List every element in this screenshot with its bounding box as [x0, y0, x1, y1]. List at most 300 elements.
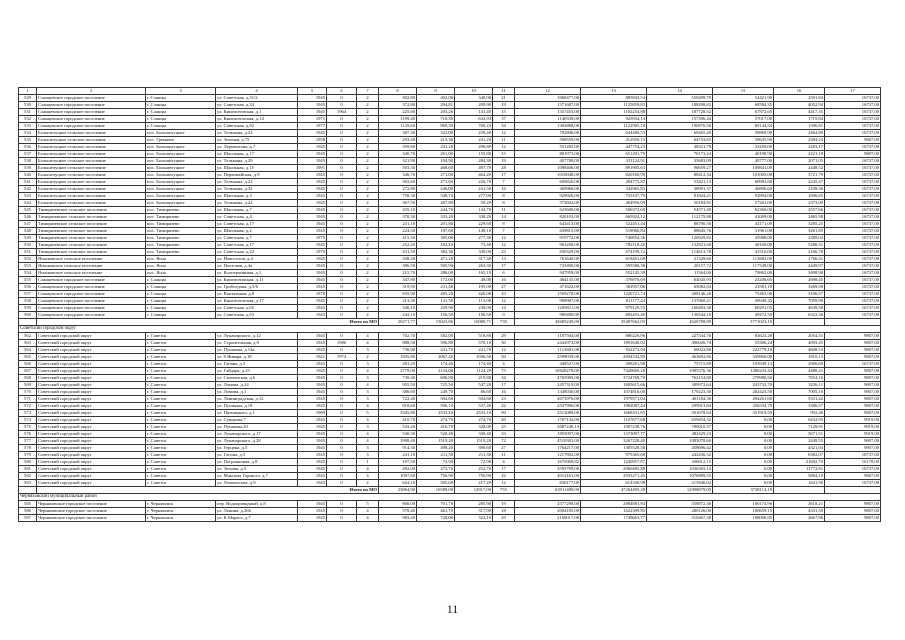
table-cell: 1945: [298, 144, 327, 151]
table-cell: 21329,60: [647, 256, 713, 263]
table-cell: 284,30: [455, 158, 493, 165]
table-cell: 57017,00: [713, 116, 774, 123]
total-value: [825, 319, 881, 326]
table-cell: 21: [493, 95, 515, 102]
table-cell: 4639,58: [774, 305, 825, 312]
table-cell: 2: [357, 277, 379, 284]
table-cell: 273,70: [417, 466, 455, 473]
table-cell: 46896,60: [713, 186, 774, 193]
table-cell: 2: [357, 186, 379, 193]
table-cell: 5864,10: [774, 473, 825, 480]
table-cell: 197,60: [417, 228, 455, 235]
table-cell: 25: [493, 424, 515, 431]
table-cell: 280126,00: [647, 508, 713, 515]
table-cell: 1855097,00: [515, 431, 581, 438]
table-cell: 581: [19, 466, 37, 473]
table-cell: 211,50: [417, 452, 455, 459]
table-cell: 736,90: [379, 347, 417, 354]
table-cell: 190876,56: [647, 123, 713, 130]
table-cell: 820160,99: [581, 172, 647, 179]
table-row: [19, 228, 881, 235]
table-cell: 34: [493, 375, 515, 382]
table-cell: 4: [357, 382, 379, 389]
table-cell: 1945: [298, 361, 327, 368]
table-cell: 811177,44: [581, 298, 647, 305]
table-cell: 494775,87: [581, 179, 647, 186]
table-cell: 2698,45: [774, 277, 825, 284]
table-cell: 7059,98: [774, 298, 825, 305]
table-cell: 328,00: [455, 424, 493, 431]
table-cell: 54421,90: [713, 95, 774, 102]
table-cell: 518,80: [455, 333, 493, 340]
table-cell: 302,60: [379, 179, 417, 186]
table-cell: 182,10: [417, 242, 455, 249]
table-cell: 16737,00: [825, 452, 881, 459]
table-cell: 3226,11: [774, 382, 825, 389]
table-cell: 165,10: [455, 270, 493, 277]
table-cell: 504,60: [455, 396, 493, 403]
table-cell: 1945: [298, 347, 327, 354]
table-cell: 4417,35: [774, 109, 825, 116]
table-cell: 213,30: [379, 298, 417, 305]
table-cell: 252,20: [379, 242, 417, 249]
table-cell: 582,00: [417, 333, 455, 340]
table-cell: 319,90: [379, 284, 417, 291]
table-cell: 1945: [298, 200, 327, 207]
table-cell: 522451,44: [581, 221, 647, 228]
table-cell: г. Советск: [146, 361, 216, 368]
table-cell: 4: [357, 431, 379, 438]
table-cell: 1226721,74: [581, 291, 647, 298]
table-cell: 925934,14: [581, 116, 647, 123]
table-cell: 543: [19, 193, 37, 200]
table-cell: 0: [327, 298, 357, 305]
table-cell: ул. Советская, д.82: [216, 123, 298, 130]
table-cell: ул. Новоселов, д.4: [216, 256, 298, 263]
table-cell: 1945: [298, 466, 327, 473]
table-cell: ул. Луначарского, д.17: [216, 431, 298, 438]
table-cell: Сланцевское городское поселение: [37, 312, 146, 319]
table-cell: Сланцевское городское поселение: [37, 277, 146, 284]
table-cell: 761640,00: [515, 256, 581, 263]
table-cell: 501678,64: [647, 410, 713, 417]
table-cell: 2: [357, 123, 379, 130]
table-cell: 1676969,82: [515, 459, 581, 466]
table-cell: 575: [19, 424, 37, 431]
table-cell: 370,30: [379, 214, 417, 221]
table-cell: 174,40: [417, 361, 455, 368]
table-cell: 242436,32: [647, 452, 713, 459]
table-cell: Советский городской округ: [37, 410, 146, 417]
table-cell: 9807,00: [825, 340, 881, 347]
table-cell: 9807,00: [825, 347, 881, 354]
table-cell: Советский городской округ: [37, 417, 146, 424]
table-cell: 0: [327, 137, 357, 144]
table-cell: 4488,21: [774, 368, 825, 375]
table-row: [19, 403, 881, 410]
table-cell: 550209,79: [647, 95, 713, 102]
table-cell: 7005,16: [774, 389, 825, 396]
table-cell: 583: [19, 480, 37, 487]
table-cell: 22: [493, 403, 515, 410]
table-cell: 16: [493, 277, 515, 284]
table-cell: 416,70: [417, 424, 455, 431]
table-cell: 16737,00: [825, 242, 881, 249]
table-cell: 1905376,36: [647, 368, 713, 375]
table-cell: 468,60: [417, 165, 455, 172]
header-cell: 8: [379, 88, 417, 95]
table-cell: 2457319,00: [515, 382, 581, 389]
table-cell: 16: [493, 389, 515, 396]
table-cell: 820103,00: [515, 214, 581, 221]
table-cell: 224,50: [379, 228, 417, 235]
table-cell: 567: [19, 368, 37, 375]
table-cell: 2: [357, 158, 379, 165]
table-cell: Сланцевское городское поселение: [37, 109, 146, 116]
table-cell: 16737,00: [825, 249, 881, 256]
table-cell: 570: [19, 389, 37, 396]
table-cell: г. Советск: [146, 452, 216, 459]
table-cell: ул. Зеленая, д.75: [216, 137, 298, 144]
table-cell: 565: [19, 354, 37, 361]
table-cell: 469966,00: [515, 186, 581, 193]
table-cell: 227544,76: [647, 333, 713, 340]
table-cell: 2935271,45: [581, 473, 647, 480]
table-cell: 497,70: [455, 165, 493, 172]
table-cell: 551285,00: [515, 144, 581, 151]
table-cell: 577: [19, 438, 37, 445]
total-value: 43685249,00: [515, 319, 581, 326]
table-cell: 41516,00: [713, 249, 774, 256]
table-cell: 15: [493, 109, 515, 116]
table-cell: 2448,52: [774, 165, 825, 172]
table-cell: 28: [493, 165, 515, 172]
table-cell: 1805615,66: [581, 382, 647, 389]
table-cell: 17: [493, 172, 515, 179]
table-cell: 832272,94: [581, 347, 647, 354]
table-cell: 6322,36: [774, 312, 825, 319]
table-cell: 0: [327, 515, 357, 522]
table-cell: 818,60: [379, 403, 417, 410]
table-cell: 2004185,00: [515, 508, 581, 515]
table-cell: 2673976,00: [515, 396, 581, 403]
table-cell: 5671,51: [774, 431, 825, 438]
table-cell: 225,60: [379, 109, 417, 116]
table-cell: пос. Большелуцкое: [146, 193, 216, 200]
table-cell: 4: [357, 340, 379, 347]
table-cell: 585: [19, 501, 37, 508]
table-cell: 0: [327, 501, 357, 508]
header-cell: 17: [825, 88, 881, 95]
table-cell: 0: [327, 473, 357, 480]
table-cell: пос. Большелуцкое: [146, 144, 216, 151]
table-cell: 59,20: [455, 200, 493, 207]
table-cell: 572: [19, 403, 37, 410]
table-cell: 2169017,00: [515, 515, 581, 522]
table-cell: г. Советск: [146, 340, 216, 347]
table-cell: 2: [357, 165, 379, 172]
table-cell: 239,40: [455, 130, 493, 137]
table-cell: 756,90: [417, 473, 455, 480]
header-cell: 7: [357, 88, 379, 95]
table-row: [19, 249, 881, 256]
table-cell: 385,00: [417, 235, 455, 242]
table-cell: 10828279,00: [515, 368, 581, 375]
table-cell: 1945: [298, 389, 327, 396]
table-cell: 801973,00: [515, 151, 581, 158]
table-cell: 562: [19, 333, 37, 340]
table-row: [19, 95, 881, 102]
table-cell: 888,50: [379, 340, 417, 347]
table-cell: 277,00: [455, 193, 493, 200]
table-cell: 101005,00: [713, 172, 774, 179]
table-cell: 0: [327, 438, 357, 445]
table-cell: 2577298,00: [515, 501, 581, 508]
table-cell: 100659,15: [713, 508, 774, 515]
table-cell: 2: [357, 116, 379, 123]
table-cell: 992,46: [774, 410, 825, 417]
table-cell: 539: [19, 165, 37, 172]
table-cell: 1: [357, 459, 379, 466]
table-cell: 3: [357, 424, 379, 431]
table-cell: ул. Школьная, д.15: [216, 165, 298, 172]
table-cell: 16737,00: [825, 95, 881, 102]
table-cell: 1010048,00: [515, 172, 581, 179]
table-cell: 556: [19, 284, 37, 291]
table-cell: 338,20: [379, 256, 417, 263]
table-cell: г. Советск: [146, 403, 216, 410]
table-cell: пер. Водопроводный, д.8: [216, 501, 298, 508]
table-cell: 2533,10: [417, 410, 455, 417]
table-cell: ул. Гагина, д.3: [216, 361, 298, 368]
table-cell: 2283,17: [774, 144, 825, 151]
table-cell: пос. Тимирязево: [146, 221, 216, 228]
table-cell: Советский городской округ: [37, 368, 146, 375]
table-cell: 17: [493, 382, 515, 389]
table-cell: 0,00: [713, 466, 774, 473]
table-cell: 339860,00: [713, 354, 774, 361]
table-cell: 0: [327, 291, 357, 298]
table-cell: 1036303,14: [647, 466, 713, 473]
table-cell: 272,80: [379, 186, 417, 193]
table-cell: пос. Большелуцкое: [146, 151, 216, 158]
table-cell: 1945: [298, 95, 327, 102]
table-cell: 1945: [298, 438, 327, 445]
group-header-row: [19, 326, 881, 333]
table-cell: 1124,20: [455, 368, 493, 375]
table-cell: 596,80: [417, 340, 455, 347]
table-cell: 639815,00: [515, 228, 581, 235]
table-cell: 1945: [298, 256, 327, 263]
table-cell: 596,10: [417, 403, 455, 410]
table-row: [19, 361, 881, 368]
table-cell: 1945: [298, 284, 327, 291]
table-cell: 9807,00: [825, 438, 881, 445]
table-cell: 1945: [298, 403, 327, 410]
table-cell: 1480233,44: [713, 368, 774, 375]
table-cell: 989490,00: [515, 312, 581, 319]
table-cell: 544: [19, 200, 37, 207]
table-cell: ул. Советская, д.7: [216, 235, 298, 242]
table-cell: 16737,00: [825, 158, 881, 165]
table-cell: 1102254,88: [581, 109, 647, 116]
table-cell: г. Черняховск: [146, 508, 216, 515]
table-cell: 342965,83: [581, 186, 647, 193]
table-cell: ул. Пограничная, д.8: [216, 459, 298, 466]
table-cell: 1958: [298, 137, 327, 144]
table-cell: 136544,10: [647, 312, 713, 319]
table-cell: 9807,00: [825, 389, 881, 396]
table-cell: 9807,00: [825, 137, 881, 144]
table-cell: 103949,13: [713, 361, 774, 368]
table-cell: 0: [327, 116, 357, 123]
table-cell: 8: [493, 221, 515, 228]
table-cell: 464,20: [455, 172, 493, 179]
table-cell: 3106,57: [774, 291, 825, 298]
table-cell: 16737,00: [825, 221, 881, 228]
table-cell: 286,00: [417, 270, 455, 277]
table-cell: 65082,84: [647, 284, 713, 291]
table-cell: ул. Вокзальная, д.8: [216, 291, 298, 298]
table-cell: 506372,60: [581, 207, 647, 214]
table-cell: 998987,00: [515, 298, 581, 305]
table-cell: 1907238,76: [581, 424, 647, 431]
table-cell: 9807,00: [825, 501, 881, 508]
table-cell: пос. Большелуцкое: [146, 165, 216, 172]
total-value: [825, 487, 881, 494]
table-cell: 571: [19, 396, 37, 403]
table-cell: 558: [19, 298, 37, 305]
table-cell: ул. Луначарского, д.28: [216, 438, 298, 445]
table-cell: 33259,00: [713, 144, 774, 151]
table-cell: Советский городской округ: [37, 466, 146, 473]
table-cell: 2984881,84: [581, 501, 647, 508]
table-cell: г. Сланцы: [146, 123, 216, 130]
table-cell: 2537996,00: [515, 403, 581, 410]
table-cell: Советский городской округ: [37, 459, 146, 466]
table-cell: ул. Школьная, д.3: [216, 193, 298, 200]
table-cell: 23: [493, 249, 515, 256]
table-cell: пос. Гремячее: [146, 137, 216, 144]
table-row: [19, 389, 881, 396]
table-cell: 39635,90: [713, 137, 774, 144]
table-cell: 2513089,00: [515, 410, 581, 417]
table-cell: Советский городской округ: [37, 396, 146, 403]
table-cell: Советский городской округ: [37, 354, 146, 361]
table-cell: пос. Большелуцкое: [146, 179, 216, 186]
table-cell: 2245,47: [774, 179, 825, 186]
table-cell: 12: [493, 242, 515, 249]
table-cell: 520,40: [417, 431, 455, 438]
table-cell: 4: [357, 508, 379, 515]
table-cell: 155,80: [455, 151, 493, 158]
table-row: [19, 396, 881, 403]
table-cell: 914,30: [379, 445, 417, 452]
table-cell: пос. Тимирязево: [146, 242, 216, 249]
table-cell: 1113681,00: [515, 347, 581, 354]
table-cell: 55306,24: [713, 340, 774, 347]
table-cell: 2966,69: [774, 361, 825, 368]
table-cell: пос. Тимирязево: [146, 249, 216, 256]
table-row: [19, 445, 881, 452]
table-cell: 3261,85: [774, 228, 825, 235]
table-cell: ул. Гайдара, д.25: [216, 368, 298, 375]
total-row: [19, 319, 881, 326]
table-cell: 281,20: [379, 361, 417, 368]
table-row: [19, 144, 881, 151]
table-cell: 471622,00: [515, 284, 581, 291]
table-cell: 1945: [298, 515, 327, 522]
table-cell: г. Сланцы: [146, 95, 216, 102]
table-cell: [19, 487, 37, 494]
table-cell: 81824,21: [647, 193, 713, 200]
table-cell: 109841,00: [713, 165, 774, 172]
table-cell: 0,00: [713, 473, 774, 480]
table-cell: 213,30: [417, 137, 455, 144]
table-cell: пос. Большелуцкое: [146, 200, 216, 207]
table-cell: 274,70: [417, 417, 455, 424]
table-row: [19, 200, 881, 207]
table-cell: 1974: [327, 354, 357, 361]
table-cell: 241,70: [455, 347, 493, 354]
table-cell: 0: [327, 102, 357, 109]
header-cell: 16: [774, 88, 825, 95]
table-row: [19, 333, 881, 340]
table-cell: 7: [493, 228, 515, 235]
table-cell: 112175,88: [647, 214, 713, 221]
table-cell: 2094534,80: [581, 354, 647, 361]
table-cell: 0: [327, 396, 357, 403]
table-cell: ул. Ломова, д.1: [216, 389, 298, 396]
table-cell: Большелуцкое сельское поселение: [37, 179, 146, 186]
table-cell: г. Советск: [146, 382, 216, 389]
table-cell: ул. Тельмана, д.29: [216, 158, 298, 165]
table-cell: 2464,89: [774, 130, 825, 137]
table-cell: г. Советск: [146, 417, 216, 424]
table-cell: 4: [357, 438, 379, 445]
table-cell: 1074816,00: [581, 389, 647, 396]
table-cell: 3595789,00: [515, 466, 581, 473]
table-cell: 2: [357, 214, 379, 221]
table-cell: 0: [327, 368, 357, 375]
table-cell: 12: [493, 144, 515, 151]
total-value: 10080,71: [455, 319, 493, 326]
header-cell: 14: [647, 88, 713, 95]
table-cell: 4765905,00: [515, 375, 581, 382]
table-cell: 614330,98: [581, 480, 647, 487]
table-cell: Большелуцкое сельское поселение: [37, 172, 146, 179]
table-row: [19, 284, 881, 291]
table-cell: 16737,00: [825, 312, 881, 319]
table-cell: 0,00: [713, 424, 774, 431]
table-cell: 0: [327, 165, 357, 172]
table-row: [19, 431, 881, 438]
table-cell: ул. Школьная, д.7: [216, 207, 298, 214]
table-cell: 1977: [298, 123, 327, 130]
table-cell: 550: [19, 242, 37, 249]
table-cell: 1891640,02: [581, 340, 647, 347]
table-cell: 66,60: [455, 389, 493, 396]
table-cell: 2373,00: [774, 200, 825, 207]
table-cell: 1945: [298, 368, 327, 375]
table-cell: 545: [19, 207, 37, 214]
table-cell: 9807,00: [825, 151, 881, 158]
table-cell: Большелуцкое сельское поселение: [37, 186, 146, 193]
table-cell: 0: [327, 207, 357, 214]
table-cell: 0: [327, 480, 357, 487]
table-cell: Большелуцкое сельское поселение: [37, 158, 146, 165]
table-cell: 485,20: [417, 291, 455, 298]
